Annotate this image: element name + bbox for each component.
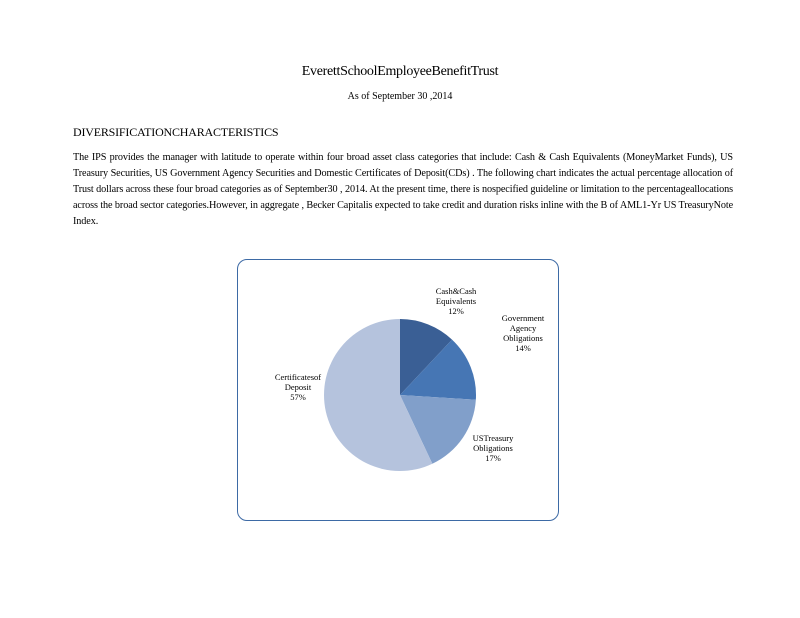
section-heading: DIVERSIFICATIONCHARACTERISTICS	[73, 125, 279, 139]
document-date: As of September 30 ,2014	[347, 91, 453, 102]
description-paragraph: The IPS provides the manager with latitude to operate within four broad asset class categories that include: Cash & Cash Equivalents (MoneyMarket Funds), US Treasury Securities, US Government Agency Securities and Domestic Certificates of Deposit(CDs) . The following chart indicates the actual percentage allocation of Trust dollars across these four broad categories as of September30 , 2014. At the present time, there is nospecified guideline or limitation to the percentageallocations across the broad sector categories.However, in aggregate , Becker Capitalis expected to take credit and duration risks inline with the B of AML1-Yr US TreasuryNote Index.	[73, 152, 733, 227]
data-label-certificates-deposit: Certificatesof Deposit 57%	[274, 372, 322, 402]
data-label-cash-equivalents: Cash&Cash Equivalents 12%	[435, 286, 477, 316]
pie-chart	[238, 260, 560, 522]
document-title: EverettSchoolEmployeeBenefitTrust	[301, 64, 499, 79]
data-label-government-agency: Government Agency Obligations 14%	[501, 313, 545, 353]
data-label-us-treasury: USTreasury Obligations 17%	[472, 433, 514, 463]
pie-chart-frame	[237, 259, 559, 521]
